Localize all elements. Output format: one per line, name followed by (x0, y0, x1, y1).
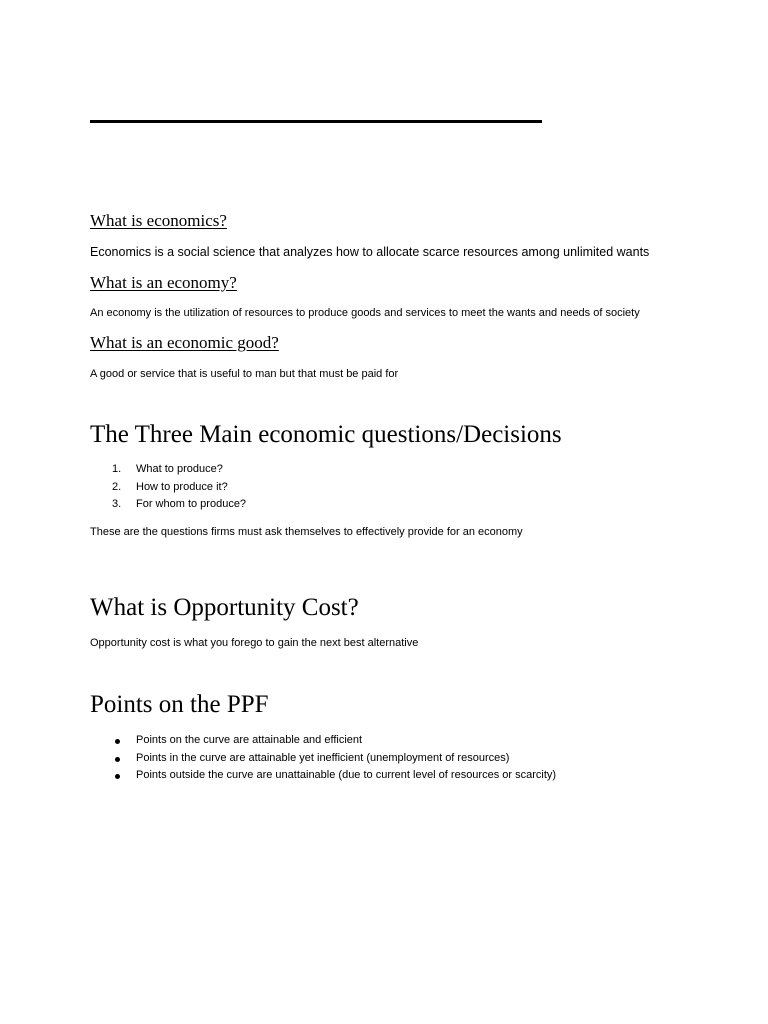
answer-economic-good-text: A good or service that is useful to man but that must be paid for (90, 368, 399, 380)
question-economics-heading: What is economics? (90, 211, 227, 230)
ppf-list (90, 732, 556, 785)
list-number: 1. (112, 463, 122, 475)
list-item (90, 750, 556, 768)
ppf-heading: Points on the PPF (90, 691, 269, 718)
answer-economy-text: An economy is the utilization of resources to produce goods and services to meet the wants and needs of society (90, 307, 640, 319)
list-item-text: Points outside the curve are unattainable (due to current level of resources or scarcity) (136, 769, 557, 781)
list-item (90, 767, 556, 785)
list-number: 3. (112, 498, 122, 510)
three-questions-heading: The Three Main economic questions/Decisions (90, 421, 562, 448)
list-item-text: Points in the curve are attainable yet inefficient (unemployment of resources) (136, 751, 510, 764)
opportunity-cost-heading: What is Opportunity Cost? (90, 594, 359, 621)
three-questions-list (90, 461, 246, 514)
list-item (90, 461, 246, 479)
question-economic-good-heading: What is an economic good? (90, 333, 279, 352)
bullet-icon (115, 757, 120, 762)
list-number: 2. (112, 480, 122, 493)
list-item-text: Points on the curve are attainable and efficient (136, 734, 363, 746)
title-rule (90, 120, 542, 123)
list-item-text: For whom to produce? (136, 498, 247, 510)
opportunity-cost-text: Opportunity cost is what you forego to gain the next best alternative (90, 637, 419, 649)
list-item-text: What to produce? (136, 463, 223, 475)
question-economy-heading: What is an economy? (90, 273, 237, 292)
list-item (90, 732, 556, 750)
bullet-icon (115, 774, 120, 779)
list-item-text: How to produce it? (136, 480, 228, 493)
bullet-icon (115, 739, 120, 744)
list-item (90, 479, 246, 497)
three-questions-note: These are the questions firms must ask themselves to effectively provide for an economy (90, 526, 523, 538)
list-item (90, 496, 246, 514)
answer-economics-text: Economics is a social science that analyzes how to allocate scarce resources among unlimited wants (90, 245, 650, 259)
